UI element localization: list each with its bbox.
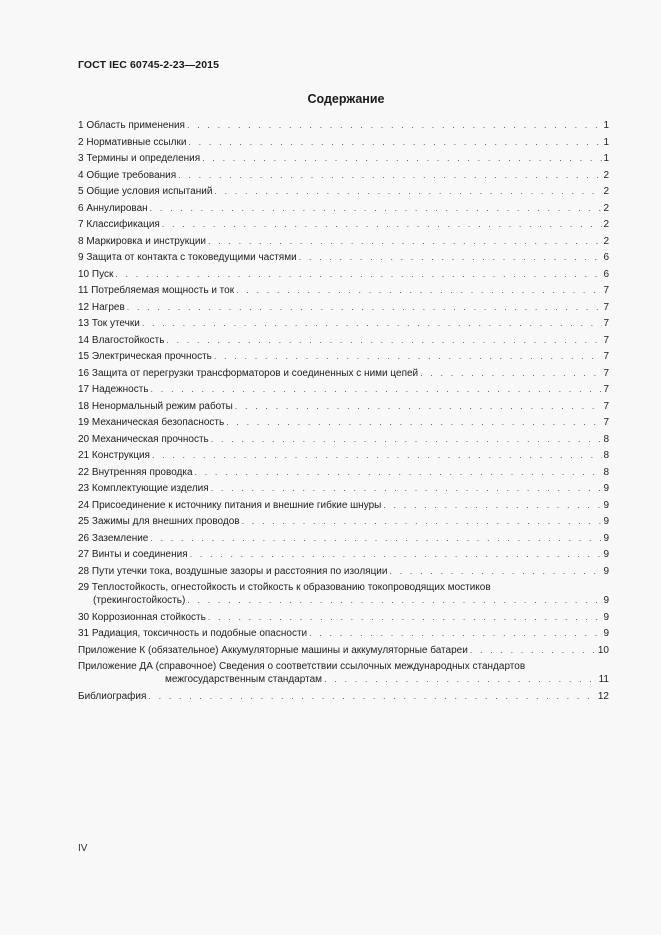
toc-entry-page: 9	[603, 611, 609, 623]
toc-entry-page: 6	[603, 252, 609, 263]
toc-entry[interactable]	[78, 284, 609, 297]
toc-entry-page: 7	[603, 417, 609, 428]
toc-entry[interactable]	[78, 317, 609, 330]
toc-entry-page: 1	[603, 136, 609, 148]
toc-entry-appendix-da[interactable]	[78, 660, 609, 686]
toc-entry[interactable]	[78, 152, 609, 165]
dot-leader	[151, 383, 603, 396]
dot-leader	[150, 202, 603, 215]
dot-leader	[211, 482, 603, 495]
dot-leader	[235, 400, 603, 413]
toc-entry-page: 1	[603, 120, 609, 131]
dot-leader	[178, 169, 602, 182]
toc-entry-label: 24 Присоединение к источнику питания и внешние гибкие шнуры	[78, 499, 382, 511]
dot-leader	[383, 499, 602, 512]
dot-leader	[208, 611, 603, 624]
toc-title: Содержание	[307, 92, 385, 106]
toc-entry-label: 22 Внутренняя проводка	[78, 466, 193, 478]
toc-entry-label: 30 Коррозионная стойкость	[78, 611, 206, 623]
toc-entry-label: 10 Пуск	[78, 268, 114, 280]
toc-entry-label: 13 Ток утечки	[78, 318, 140, 329]
toc-entry-page: 7	[603, 351, 609, 362]
dot-leader	[166, 334, 602, 347]
toc-entry-label: 17 Надежность	[78, 384, 149, 395]
dot-leader	[211, 433, 603, 446]
dot-leader	[324, 673, 598, 686]
toc-entry-label: 8 Маркировка и инструкции	[78, 235, 207, 247]
dot-leader	[188, 136, 602, 149]
toc-entry-label: 14 Влагостойкость	[78, 334, 165, 346]
toc-entry-label: 6 Аннулирован	[78, 202, 148, 214]
toc-entry-label: 1 Область применения	[78, 120, 185, 131]
toc-entry[interactable]	[78, 548, 609, 561]
toc-entry-label: 31 Радиация, токсичность и подобные опасности	[78, 628, 308, 639]
toc-entry-label: 23 Комплектующие изделия	[78, 483, 209, 494]
toc-entry-page: 2	[603, 186, 609, 197]
toc-entry-label: 12 Нагрев	[78, 301, 125, 313]
toc-entry-page: 9	[603, 595, 609, 606]
dot-leader	[420, 367, 602, 380]
toc-entry-label: 4 Общие требования	[78, 169, 177, 181]
dot-leader	[208, 235, 602, 248]
toc-entry-page: 1	[603, 153, 609, 164]
toc-entry[interactable]	[78, 581, 609, 607]
standard-designation: ГОСТ IEC 60745-2-23—2015	[78, 59, 220, 71]
toc-entry[interactable]	[78, 119, 609, 132]
toc-entry[interactable]	[78, 499, 609, 512]
dot-leader	[187, 119, 602, 132]
toc-entry-page: 9	[603, 532, 609, 544]
toc-entry[interactable]	[78, 334, 609, 347]
toc-entry-label: Библиография	[78, 690, 147, 702]
toc-entry-label: 3 Термины и определения	[78, 153, 201, 164]
dot-leader	[389, 565, 602, 578]
toc-entry-appendix-k[interactable]	[78, 644, 609, 657]
toc-entry-page: 9	[603, 516, 609, 527]
toc-entry-page: 7	[603, 367, 609, 379]
toc-entry-page: 7	[603, 318, 609, 329]
toc-entry-page: 7	[603, 301, 609, 313]
toc-entry-label: Приложение ДА (справочное) Сведения о соответствии ссылочных международных стандартов	[78, 661, 526, 672]
toc-entry[interactable]	[78, 400, 609, 413]
toc-entry-page: 9	[603, 549, 609, 560]
toc-entry-page: 11	[598, 674, 609, 685]
dot-leader	[190, 548, 603, 561]
toc-entry-page: 7	[603, 384, 609, 395]
toc-entry-label: 26 Заземление	[78, 532, 149, 544]
toc-entry-page: 7	[603, 400, 609, 412]
dot-leader	[202, 152, 602, 165]
toc-entry-page: 9	[603, 483, 609, 494]
toc-entry[interactable]	[78, 416, 609, 429]
toc-entry-label: 29 Теплостойкость, огнестойкость и стойкость к образованию токопроводящих мостиков	[78, 582, 491, 593]
dot-leader	[226, 416, 602, 429]
toc-entry[interactable]	[78, 433, 609, 446]
toc-entry-label: 5 Общие условия испытаний	[78, 186, 213, 197]
dot-leader	[214, 185, 602, 198]
toc-entry-page: 9	[603, 499, 609, 511]
toc-entry-page: 12	[597, 690, 609, 702]
toc-entry[interactable]	[78, 383, 609, 396]
toc-entry[interactable]	[78, 611, 609, 624]
toc-entry-page: 10	[597, 644, 609, 656]
toc-entry-label: Приложение К (обязательное) Аккумуляторные машины и аккумуляторные батареи	[78, 644, 468, 656]
toc-entry[interactable]	[78, 515, 609, 528]
toc-entry-page: 7	[603, 285, 609, 296]
toc-entry[interactable]	[78, 301, 609, 314]
toc-entry-page: 2	[603, 235, 609, 247]
toc-entry-label-continuation: (трекингостойкость)	[93, 595, 186, 606]
toc-entry-page: 9	[603, 628, 609, 639]
toc-entry-label-continuation: межгосударственным стандартам	[165, 674, 323, 685]
toc-entry-page: 8	[603, 466, 609, 478]
dot-leader	[470, 644, 597, 657]
toc-entry[interactable]	[78, 136, 609, 149]
toc-entry-page: 2	[603, 202, 609, 214]
dot-leader	[242, 515, 603, 528]
table-of-contents	[78, 119, 609, 706]
toc-entry[interactable]	[78, 367, 609, 380]
toc-entry[interactable]	[78, 251, 609, 264]
toc-entry-label: 20 Механическая прочность	[78, 433, 209, 445]
toc-entry[interactable]	[78, 565, 609, 578]
toc-entry-label: 25 Зажимы для внешних проводов	[78, 516, 240, 527]
page-number: IV	[78, 843, 88, 854]
dot-leader	[236, 284, 602, 297]
toc-entry[interactable]	[78, 202, 609, 215]
toc-entry-page: 8	[603, 433, 609, 445]
toc-entry-label: 9 Защита от контакта с токоведущими частями	[78, 252, 297, 263]
toc-entry-bibliography[interactable]	[78, 690, 609, 703]
toc-entry[interactable]	[78, 350, 609, 363]
dot-leader	[150, 532, 602, 545]
dot-leader	[127, 301, 603, 314]
toc-entry[interactable]	[78, 449, 609, 462]
dot-leader	[115, 268, 602, 281]
dot-leader	[148, 690, 596, 703]
toc-entry-page: 2	[603, 219, 609, 230]
toc-entry[interactable]	[78, 268, 609, 281]
dot-leader	[309, 627, 602, 640]
toc-entry-label: 28 Пути утечки тока, воздушные зазоры и расстояния по изоляции	[78, 565, 388, 577]
toc-entry-label: 15 Электрическая прочность	[78, 351, 212, 362]
toc-entry-page: 7	[603, 334, 609, 346]
toc-entry-page: 8	[603, 450, 609, 461]
dot-leader	[214, 350, 603, 363]
toc-entry[interactable]	[78, 235, 609, 248]
dot-leader	[142, 317, 603, 330]
toc-entry-page: 9	[603, 565, 609, 577]
toc-entry[interactable]	[78, 482, 609, 495]
dot-leader	[152, 449, 602, 462]
toc-entry-label: 21 Конструкция	[78, 450, 150, 461]
dot-leader	[299, 251, 603, 264]
toc-entry[interactable]	[78, 532, 609, 545]
dot-leader	[187, 594, 602, 607]
toc-entry[interactable]	[78, 169, 609, 182]
dot-leader	[162, 218, 603, 231]
toc-entry-label: 27 Винты и соединения	[78, 549, 188, 560]
toc-entry[interactable]	[78, 185, 609, 198]
toc-entry-page: 2	[603, 169, 609, 181]
toc-entry-label: 11 Потребляемая мощность и ток	[78, 285, 235, 296]
toc-entry-label: 18 Ненормальный режим работы	[78, 400, 233, 412]
toc-entry-label: 7 Классификация	[78, 219, 160, 230]
toc-entry-page: 6	[603, 268, 609, 280]
toc-entry[interactable]	[78, 218, 609, 231]
toc-entry[interactable]	[78, 466, 609, 479]
toc-entry[interactable]	[78, 627, 609, 640]
toc-entry-label: 16 Защита от перегрузки трансформаторов и соединенных с ними цепей	[78, 367, 419, 379]
toc-entry-label: 19 Механическая безопасность	[78, 417, 225, 428]
toc-entry-label: 2 Нормативные ссылки	[78, 136, 187, 148]
dot-leader	[195, 466, 603, 479]
